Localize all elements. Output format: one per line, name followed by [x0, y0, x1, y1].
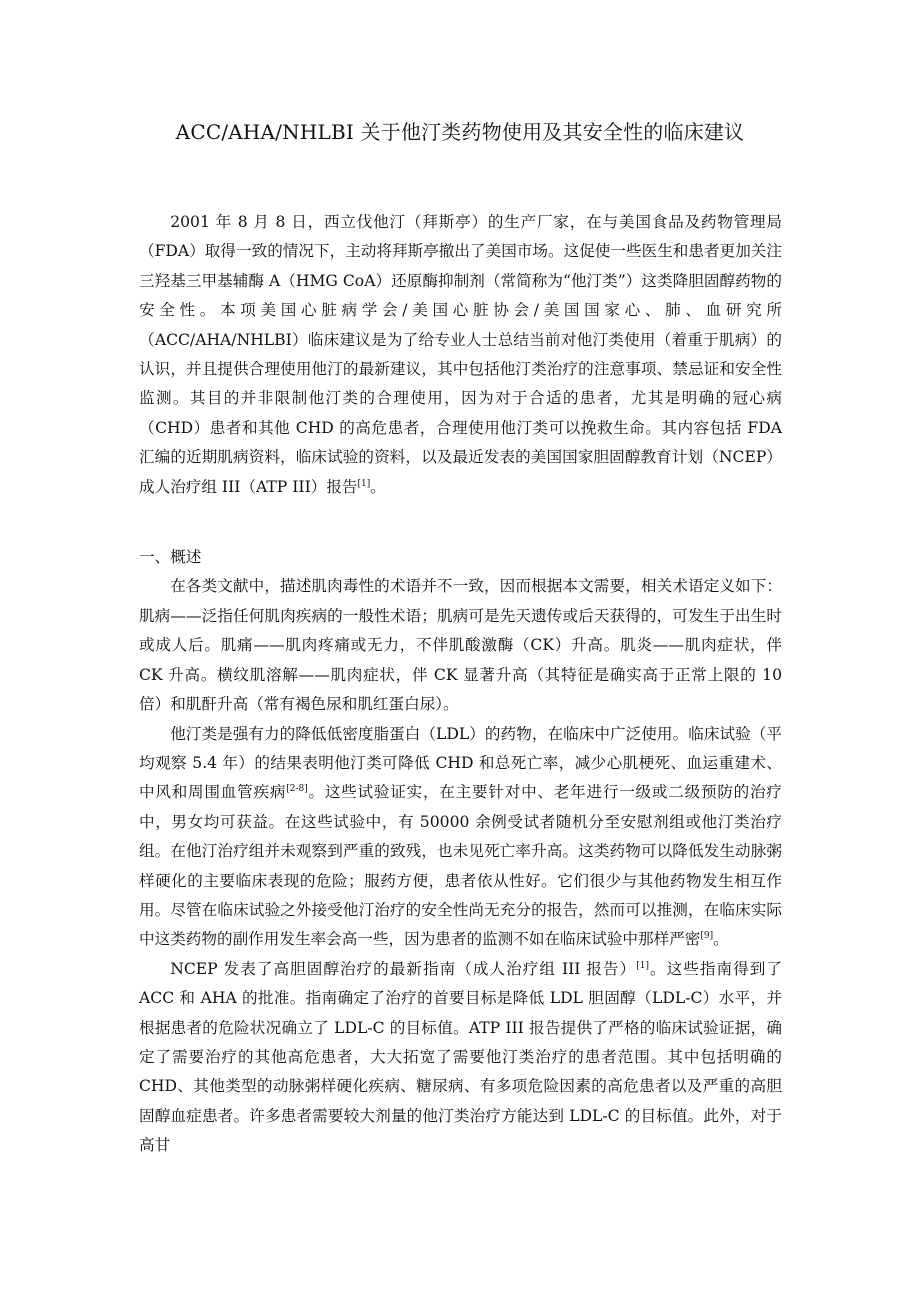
- paragraph-text: NCEP 发表了高胆固醇治疗的最新指南（成人治疗组 III 报告）: [170, 959, 637, 978]
- definitions-paragraph: 在各类文献中，描述肌肉毒性的术语并不一致，因而根据本文需要，相关术语定义如下：肌病——泛指任何肌肉疾病的一般性术语；肌病可是先天遗传或后天获得的，可发生于出生时或成人后。肌痛——肌肉疼痛或无力，不伴肌酸激酶（CK）升高。肌炎——肌肉症状，伴 CK 升高。横纹肌溶解——肌肉症状，伴 CK 显著升高（其特征是确实高于正常上限的 10 倍）和肌酐升高（常有褐色尿和肌红蛋白尿）。: [139, 577, 782, 714]
- document-body: [139, 208, 782, 1161]
- paragraph-end: 。: [713, 930, 729, 949]
- intro-paragraph: [139, 208, 782, 502]
- document-title: ACC/AHA/NHLBI 关于他汀类药物使用及其安全性的临床建议: [175, 120, 745, 144]
- section-heading: 一、概述: [139, 548, 202, 567]
- paragraph-text: 。这些试验证实，在主要针对中、老年进行一级或二级预防的治疗中，男女均可获益。在这些试验中，有 50000 余例受试者随机分至安慰剂组或他汀类治疗组。在他汀治疗组并未观察到严重的致残，也未见死亡率升高。这类药物可以降低发生动脉粥样硬化的主要临床表现的危险；服药方便，患者依从性好。它们很少与其他药物发生相互作用。尽管在临床试验之外接受他汀治疗的安全性尚无充分的报告，然而可以推测，在临床实际中这类药物的副作用发生率会高一些，因为患者的监测不如在临床试验中那样严密: [139, 783, 782, 949]
- section-gap: [139, 502, 782, 543]
- intro-end: 。: [370, 477, 386, 496]
- reference-marker: [9]: [700, 931, 714, 942]
- paragraph-text: 他汀类是强有力的降低低密度脂蛋白（LDL）的药物，在临床中广泛使用。临床试验（平均观察 5.4 年）的结果表明他汀类可降低 CHD 和总死亡率，减少心肌梗死、血运重建术、中风和周围血管疾病: [139, 724, 782, 802]
- ncep-guidelines-paragraph: [139, 955, 782, 1161]
- reference-marker: [1]: [357, 478, 371, 489]
- statin-efficacy-paragraph: [139, 720, 782, 955]
- reference-marker: [1]: [636, 960, 650, 971]
- paragraph-text: 。这些指南得到了 ACC 和 AHA 的批准。指南确定了治疗的首要目标是降低 LDL 胆固醇（LDL-C）水平，并根据患者的危险状况确立了 LDL-C 的目标值。ATP III 报告提供了严格的临床试验证据，确定了需要治疗的其他高危患者，大大拓宽了需要他汀类治疗的患者范围。其中包括明确的 CHD、其他类型的动脉粥样硬化疾病、糖尿病、有多项危险因素的高危患者以及严重的高胆固醇血症患者。许多患者需要较大剂量的他汀类治疗方能达到 LDL-C 的目标值。此外，对于高甘: [139, 959, 782, 1155]
- intro-text: 2001 年 8 月 8 日，西立伐他汀（拜斯亭）的生产厂家，在与美国食品及药物管理局（FDA）取得一致的情况下，主动将拜斯亭撤出了美国市场。这促使一些医生和患者更加关注三羟基三甲基辅酶 A（HMG CoA）还原酶抑制剂（常简称为“他汀类”）这类降胆固醇药物的安全性。本项美国心脏病学会/美国心脏协会/美国国家心、肺、血研究所（ACC/AHA/NHLBI）临床建议是为了给专业人士总结当前对他汀类使用（着重于肌病）的认识，并且提供合理使用他汀的最新建议，其中包括他汀类治疗的注意事项、禁忌证和安全性监测。其目的并非限制他汀类的合理使用，因为对于合适的患者，尤其是明确的冠心病（CHD）患者和其他 CHD 的高危患者，合理使用他汀类可以挽救生命。其内容包括 FDA 汇编的近期肌病资料，临床试验的资料，以及最近发表的美国国家胆固醇教育计划（NCEP）成人治疗组 III（ATP III）报告: [139, 213, 782, 496]
- reference-marker: [2-8]: [286, 784, 308, 795]
